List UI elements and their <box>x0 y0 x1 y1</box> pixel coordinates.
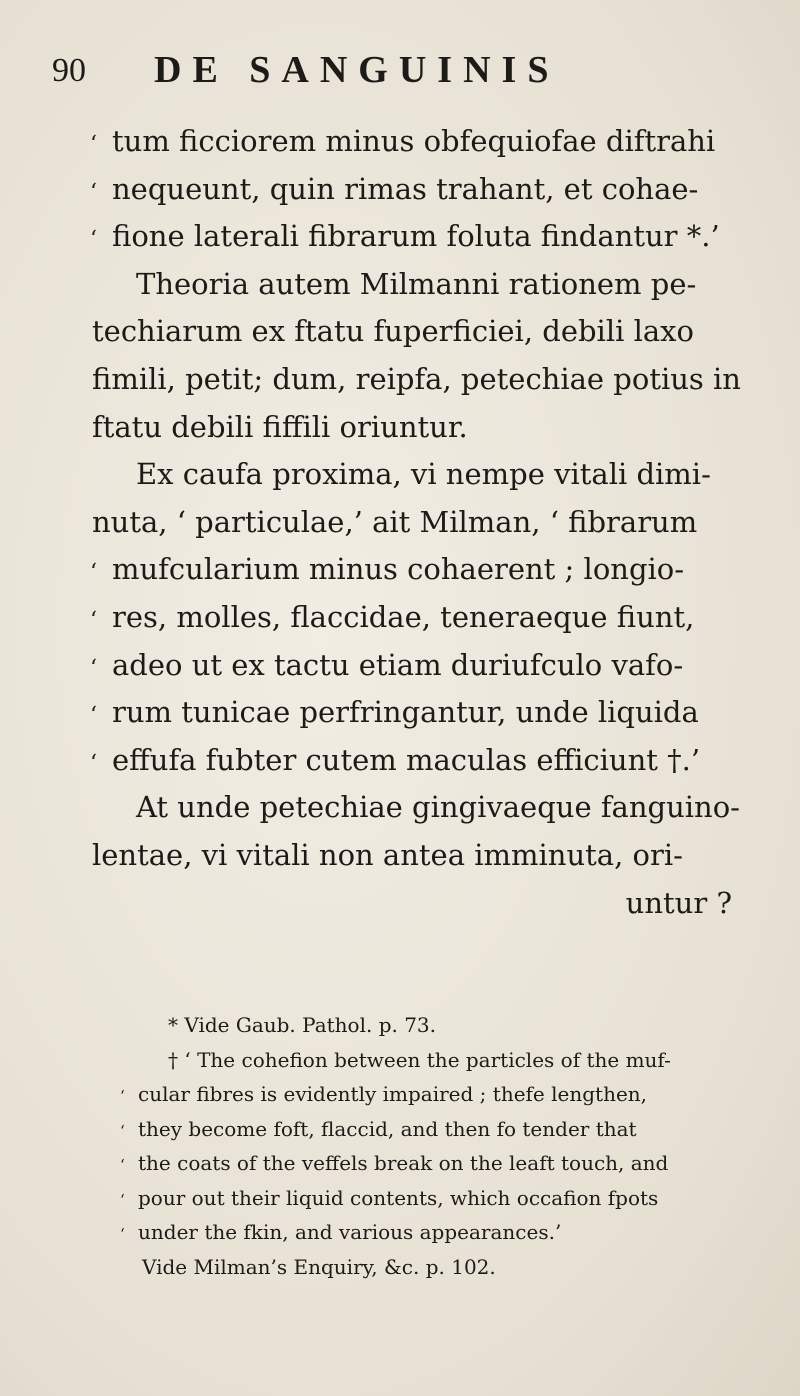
footnote-line <box>120 1077 740 1112</box>
text-line-end: untur ? <box>625 885 732 920</box>
quote-mark: ‘ <box>90 655 97 681</box>
quote-mark: ‘ <box>90 750 97 776</box>
running-head <box>52 48 740 108</box>
quote-mark: ‘ <box>90 227 97 253</box>
quote-mark: ‘ <box>120 1121 125 1140</box>
line-text: the coats of the veffels break on the leaft touch, and <box>138 1151 669 1175</box>
line-text: tum ficciorem minus obfequiofae diftrahi <box>112 124 716 158</box>
quote-mark: ‘ <box>90 560 97 586</box>
footnote-line: Vide Milman’s Enquiry, &c. p. 102. <box>142 1254 496 1279</box>
quote-mark: ‘ <box>120 1156 125 1174</box>
text-line: fimili, petit; dum, reipfa, petechiae potius in <box>92 361 741 396</box>
page-number: 90 <box>52 52 86 89</box>
main-text <box>90 118 741 927</box>
text-line <box>92 166 732 214</box>
text-line: lentae, vi vitali non antea imminuta, ori- <box>92 837 683 872</box>
paragraph-start-line: Theoria autem Milmanni rationem pe- <box>136 266 697 301</box>
paragraph-start-line: At unde petechiae gingivaeque fanguino- <box>136 790 740 825</box>
text-line <box>92 118 732 166</box>
line-text: cular fibres is evidently impaired ; thefe lengthen, <box>138 1082 648 1106</box>
line-text: nequeunt, quin rimas trahant, et cohae- <box>112 171 699 206</box>
text-line <box>92 737 732 785</box>
line-text: they become foft, flaccid, and then fo tender that <box>138 1116 637 1141</box>
text-line <box>92 642 732 690</box>
footnote-line <box>120 1146 740 1181</box>
text-line: ftatu debili fiffili oriuntur. <box>92 409 468 444</box>
text-line <box>92 689 732 737</box>
quote-mark: ‘ <box>120 1225 125 1243</box>
footnote-line: † ‘ The cohefion between the particles of the muf- <box>168 1047 671 1072</box>
line-text: fione laterali fibrarum foluta findantur *.’ <box>112 219 720 254</box>
line-text: mufcularium minus cohaerent ; longio- <box>112 552 685 587</box>
text-line <box>92 594 732 642</box>
quote-mark: ‘ <box>120 1087 125 1105</box>
line-text: under the fkin, and various appearances.’ <box>138 1220 562 1244</box>
line-text: pour out their liquid contents, which occafion fpots <box>138 1185 659 1210</box>
line-text: rum tunicae perfringantur, unde liquida <box>112 695 699 730</box>
footnotes <box>120 1008 740 1284</box>
running-title: DE SANGUINIS <box>154 49 560 91</box>
quote-mark: ‘ <box>90 132 97 157</box>
line-text: adeo ut ex tactu etiam duriufculo vafo- <box>112 647 684 682</box>
quote-mark: ‘ <box>90 703 97 729</box>
quote-mark: ‘ <box>90 179 97 205</box>
text-line: nuta, ‘ particulae,’ ait Milman, ‘ fibrarum <box>92 504 698 539</box>
line-text: effufa fubter cutem maculas efficiunt †.’ <box>112 742 701 777</box>
quote-mark: ‘ <box>120 1190 125 1209</box>
footnote-line: * Vide Gaub. Pathol. p. 73. <box>168 1013 437 1037</box>
text-line <box>92 213 732 261</box>
line-text: res, molles, flaccidae, teneraeque fiunt, <box>112 599 695 634</box>
footnote-line <box>120 1181 740 1216</box>
text-line <box>92 546 732 594</box>
footnote-line <box>120 1215 740 1250</box>
quote-mark: ‘ <box>90 607 97 633</box>
text-line: techiarum ex ftatu fuperficiei, debili laxo <box>92 314 694 349</box>
paragraph-start-line: Ex caufa proxima, vi nempe vitali dimi- <box>136 457 711 492</box>
footnote-line <box>120 1112 740 1147</box>
